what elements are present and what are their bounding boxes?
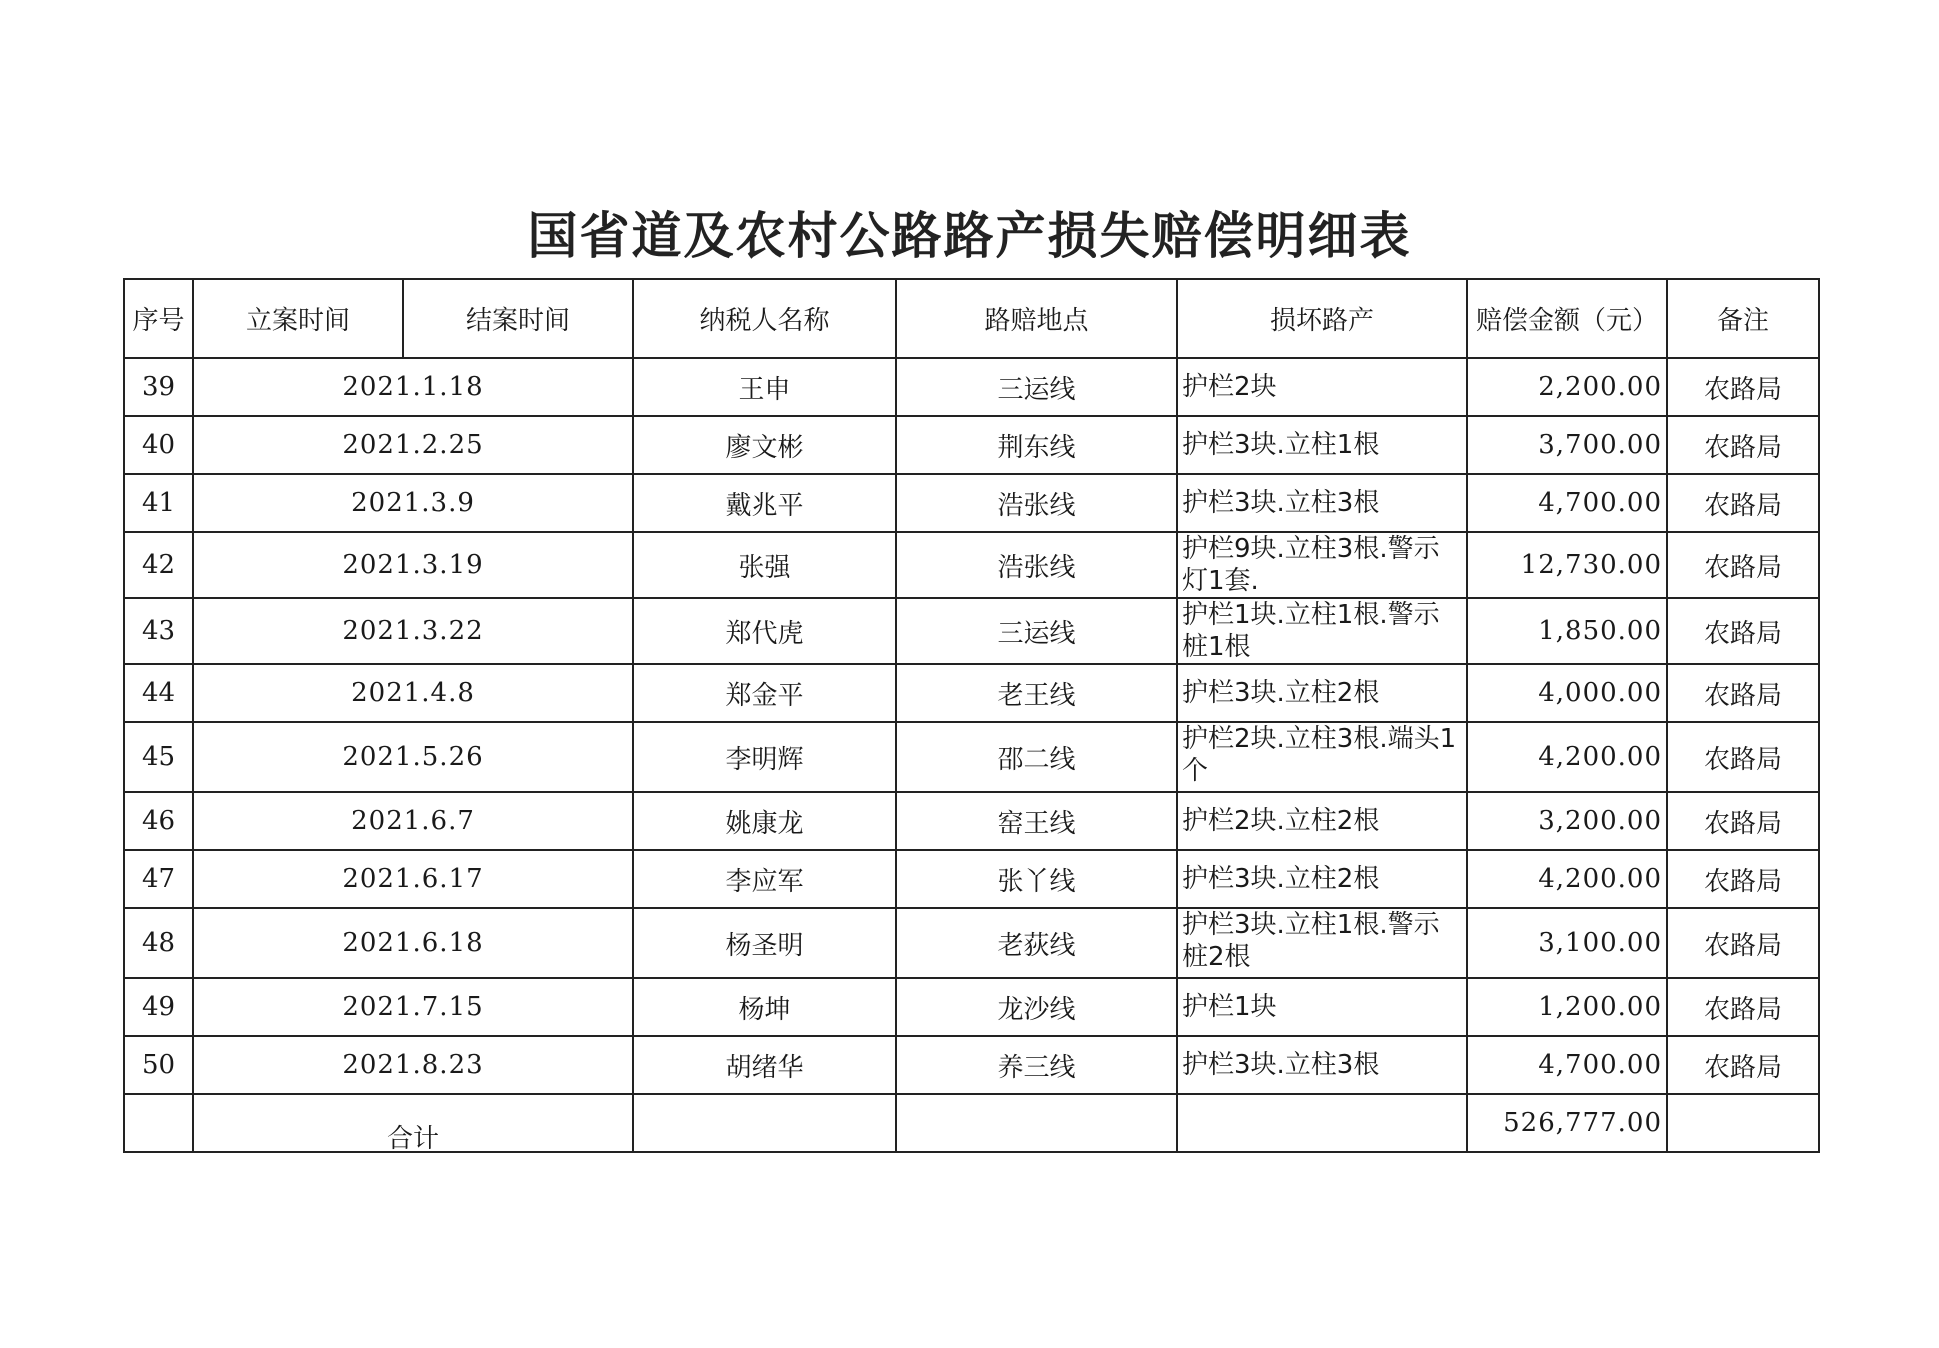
row-date: 2021.3.19 (193, 532, 633, 598)
row-no: 42 (124, 532, 193, 598)
row-taxpayer: 郑代虎 (633, 598, 896, 664)
table-row (124, 978, 1819, 1036)
total-label: 合计 (193, 1094, 633, 1152)
row-location: 荆东线 (896, 416, 1177, 474)
row-amount: 4,200.00 (1467, 850, 1667, 908)
row-date: 2021.5.26 (193, 722, 633, 792)
row-taxpayer: 戴兆平 (633, 474, 896, 532)
row-location: 老王线 (896, 664, 1177, 722)
row-no: 46 (124, 792, 193, 850)
row-taxpayer: 廖文彬 (633, 416, 896, 474)
row-remark: 农路局 (1667, 416, 1819, 474)
row-amount: 4,700.00 (1467, 1036, 1667, 1094)
row-damage: 护栏3块.立柱1根.警示桩2根 (1177, 908, 1467, 978)
row-date: 2021.4.8 (193, 664, 633, 722)
row-amount: 4,700.00 (1467, 474, 1667, 532)
header-no: 序号 (124, 279, 193, 358)
table-row (124, 664, 1819, 722)
row-date: 2021.3.22 (193, 598, 633, 664)
header-row (124, 279, 1819, 358)
total-amount: 526,777.00 (1467, 1094, 1667, 1152)
row-no: 44 (124, 664, 193, 722)
table-row (124, 474, 1819, 532)
row-remark: 农路局 (1667, 978, 1819, 1036)
row-remark: 农路局 (1667, 722, 1819, 792)
row-amount: 1,200.00 (1467, 978, 1667, 1036)
row-damage: 护栏2块.立柱2根 (1177, 792, 1467, 850)
row-remark: 农路局 (1667, 792, 1819, 850)
row-no: 47 (124, 850, 193, 908)
header-damage: 损坏路产 (1177, 279, 1467, 358)
table-row (124, 908, 1819, 978)
row-location: 三运线 (896, 358, 1177, 416)
row-location: 邵二线 (896, 722, 1177, 792)
total-empty-location (896, 1094, 1177, 1152)
row-taxpayer: 李应军 (633, 850, 896, 908)
row-amount: 2,200.00 (1467, 358, 1667, 416)
row-no: 49 (124, 978, 193, 1036)
row-location: 窑王线 (896, 792, 1177, 850)
row-taxpayer: 姚康龙 (633, 792, 896, 850)
row-damage: 护栏9块.立柱3根.警示灯1套. (1177, 532, 1467, 598)
row-damage: 护栏2块.立柱3根.端头1个 (1177, 722, 1467, 792)
header-amount: 赔偿金额（元） (1467, 279, 1667, 358)
row-no: 39 (124, 358, 193, 416)
row-taxpayer: 郑金平 (633, 664, 896, 722)
row-location: 张丫线 (896, 850, 1177, 908)
row-no: 45 (124, 722, 193, 792)
row-no: 48 (124, 908, 193, 978)
total-row (124, 1094, 1819, 1152)
table-row (124, 850, 1819, 908)
row-remark: 农路局 (1667, 1036, 1819, 1094)
row-date: 2021.3.9 (193, 474, 633, 532)
header-filed-date: 立案时间 (193, 279, 403, 358)
row-damage: 护栏1块.立柱1根.警示桩1根 (1177, 598, 1467, 664)
row-date: 2021.6.18 (193, 908, 633, 978)
table-row (124, 722, 1819, 792)
total-empty-taxpayer (633, 1094, 896, 1152)
table-row (124, 416, 1819, 474)
row-remark: 农路局 (1667, 850, 1819, 908)
compensation-table (123, 278, 1820, 1153)
row-remark: 农路局 (1667, 598, 1819, 664)
total-empty-no (124, 1094, 193, 1152)
row-amount: 3,700.00 (1467, 416, 1667, 474)
table-row (124, 532, 1819, 598)
row-date: 2021.6.7 (193, 792, 633, 850)
row-date: 2021.7.15 (193, 978, 633, 1036)
row-location: 浩张线 (896, 532, 1177, 598)
header-taxpayer: 纳税人名称 (633, 279, 896, 358)
row-remark: 农路局 (1667, 358, 1819, 416)
total-empty-remark (1667, 1094, 1819, 1152)
row-damage: 护栏3块.立柱1根 (1177, 416, 1467, 474)
header-remark: 备注 (1667, 279, 1819, 358)
row-amount: 4,000.00 (1467, 664, 1667, 722)
header-location: 路赔地点 (896, 279, 1177, 358)
row-taxpayer: 张强 (633, 532, 896, 598)
row-damage: 护栏3块.立柱3根 (1177, 474, 1467, 532)
row-date: 2021.2.25 (193, 416, 633, 474)
row-date: 2021.8.23 (193, 1036, 633, 1094)
row-damage: 护栏3块.立柱2根 (1177, 850, 1467, 908)
row-damage: 护栏2块 (1177, 358, 1467, 416)
row-no: 50 (124, 1036, 193, 1094)
row-remark: 农路局 (1667, 474, 1819, 532)
row-damage: 护栏1块 (1177, 978, 1467, 1036)
row-date: 2021.6.17 (193, 850, 633, 908)
total-empty-damage (1177, 1094, 1467, 1152)
row-remark: 农路局 (1667, 664, 1819, 722)
row-date: 2021.1.18 (193, 358, 633, 416)
row-damage: 护栏3块.立柱2根 (1177, 664, 1467, 722)
row-amount: 12,730.00 (1467, 532, 1667, 598)
row-location: 三运线 (896, 598, 1177, 664)
row-taxpayer: 胡绪华 (633, 1036, 896, 1094)
table-row (124, 792, 1819, 850)
table-row (124, 358, 1819, 416)
row-location: 龙沙线 (896, 978, 1177, 1036)
row-remark: 农路局 (1667, 532, 1819, 598)
page-title: 国省道及农村公路路产损失赔偿明细表 (527, 207, 1412, 265)
row-amount: 3,100.00 (1467, 908, 1667, 978)
header-closed-date: 结案时间 (403, 279, 633, 358)
row-taxpayer: 李明辉 (633, 722, 896, 792)
row-location: 老荻线 (896, 908, 1177, 978)
row-no: 43 (124, 598, 193, 664)
row-amount: 4,200.00 (1467, 722, 1667, 792)
row-amount: 3,200.00 (1467, 792, 1667, 850)
row-location: 养三线 (896, 1036, 1177, 1094)
row-remark: 农路局 (1667, 908, 1819, 978)
row-no: 40 (124, 416, 193, 474)
table-row (124, 1036, 1819, 1094)
row-amount: 1,850.00 (1467, 598, 1667, 664)
row-taxpayer: 王申 (633, 358, 896, 416)
row-location: 浩张线 (896, 474, 1177, 532)
row-taxpayer: 杨坤 (633, 978, 896, 1036)
row-damage: 护栏3块.立柱3根 (1177, 1036, 1467, 1094)
row-no: 41 (124, 474, 193, 532)
table-row (124, 598, 1819, 664)
row-taxpayer: 杨圣明 (633, 908, 896, 978)
